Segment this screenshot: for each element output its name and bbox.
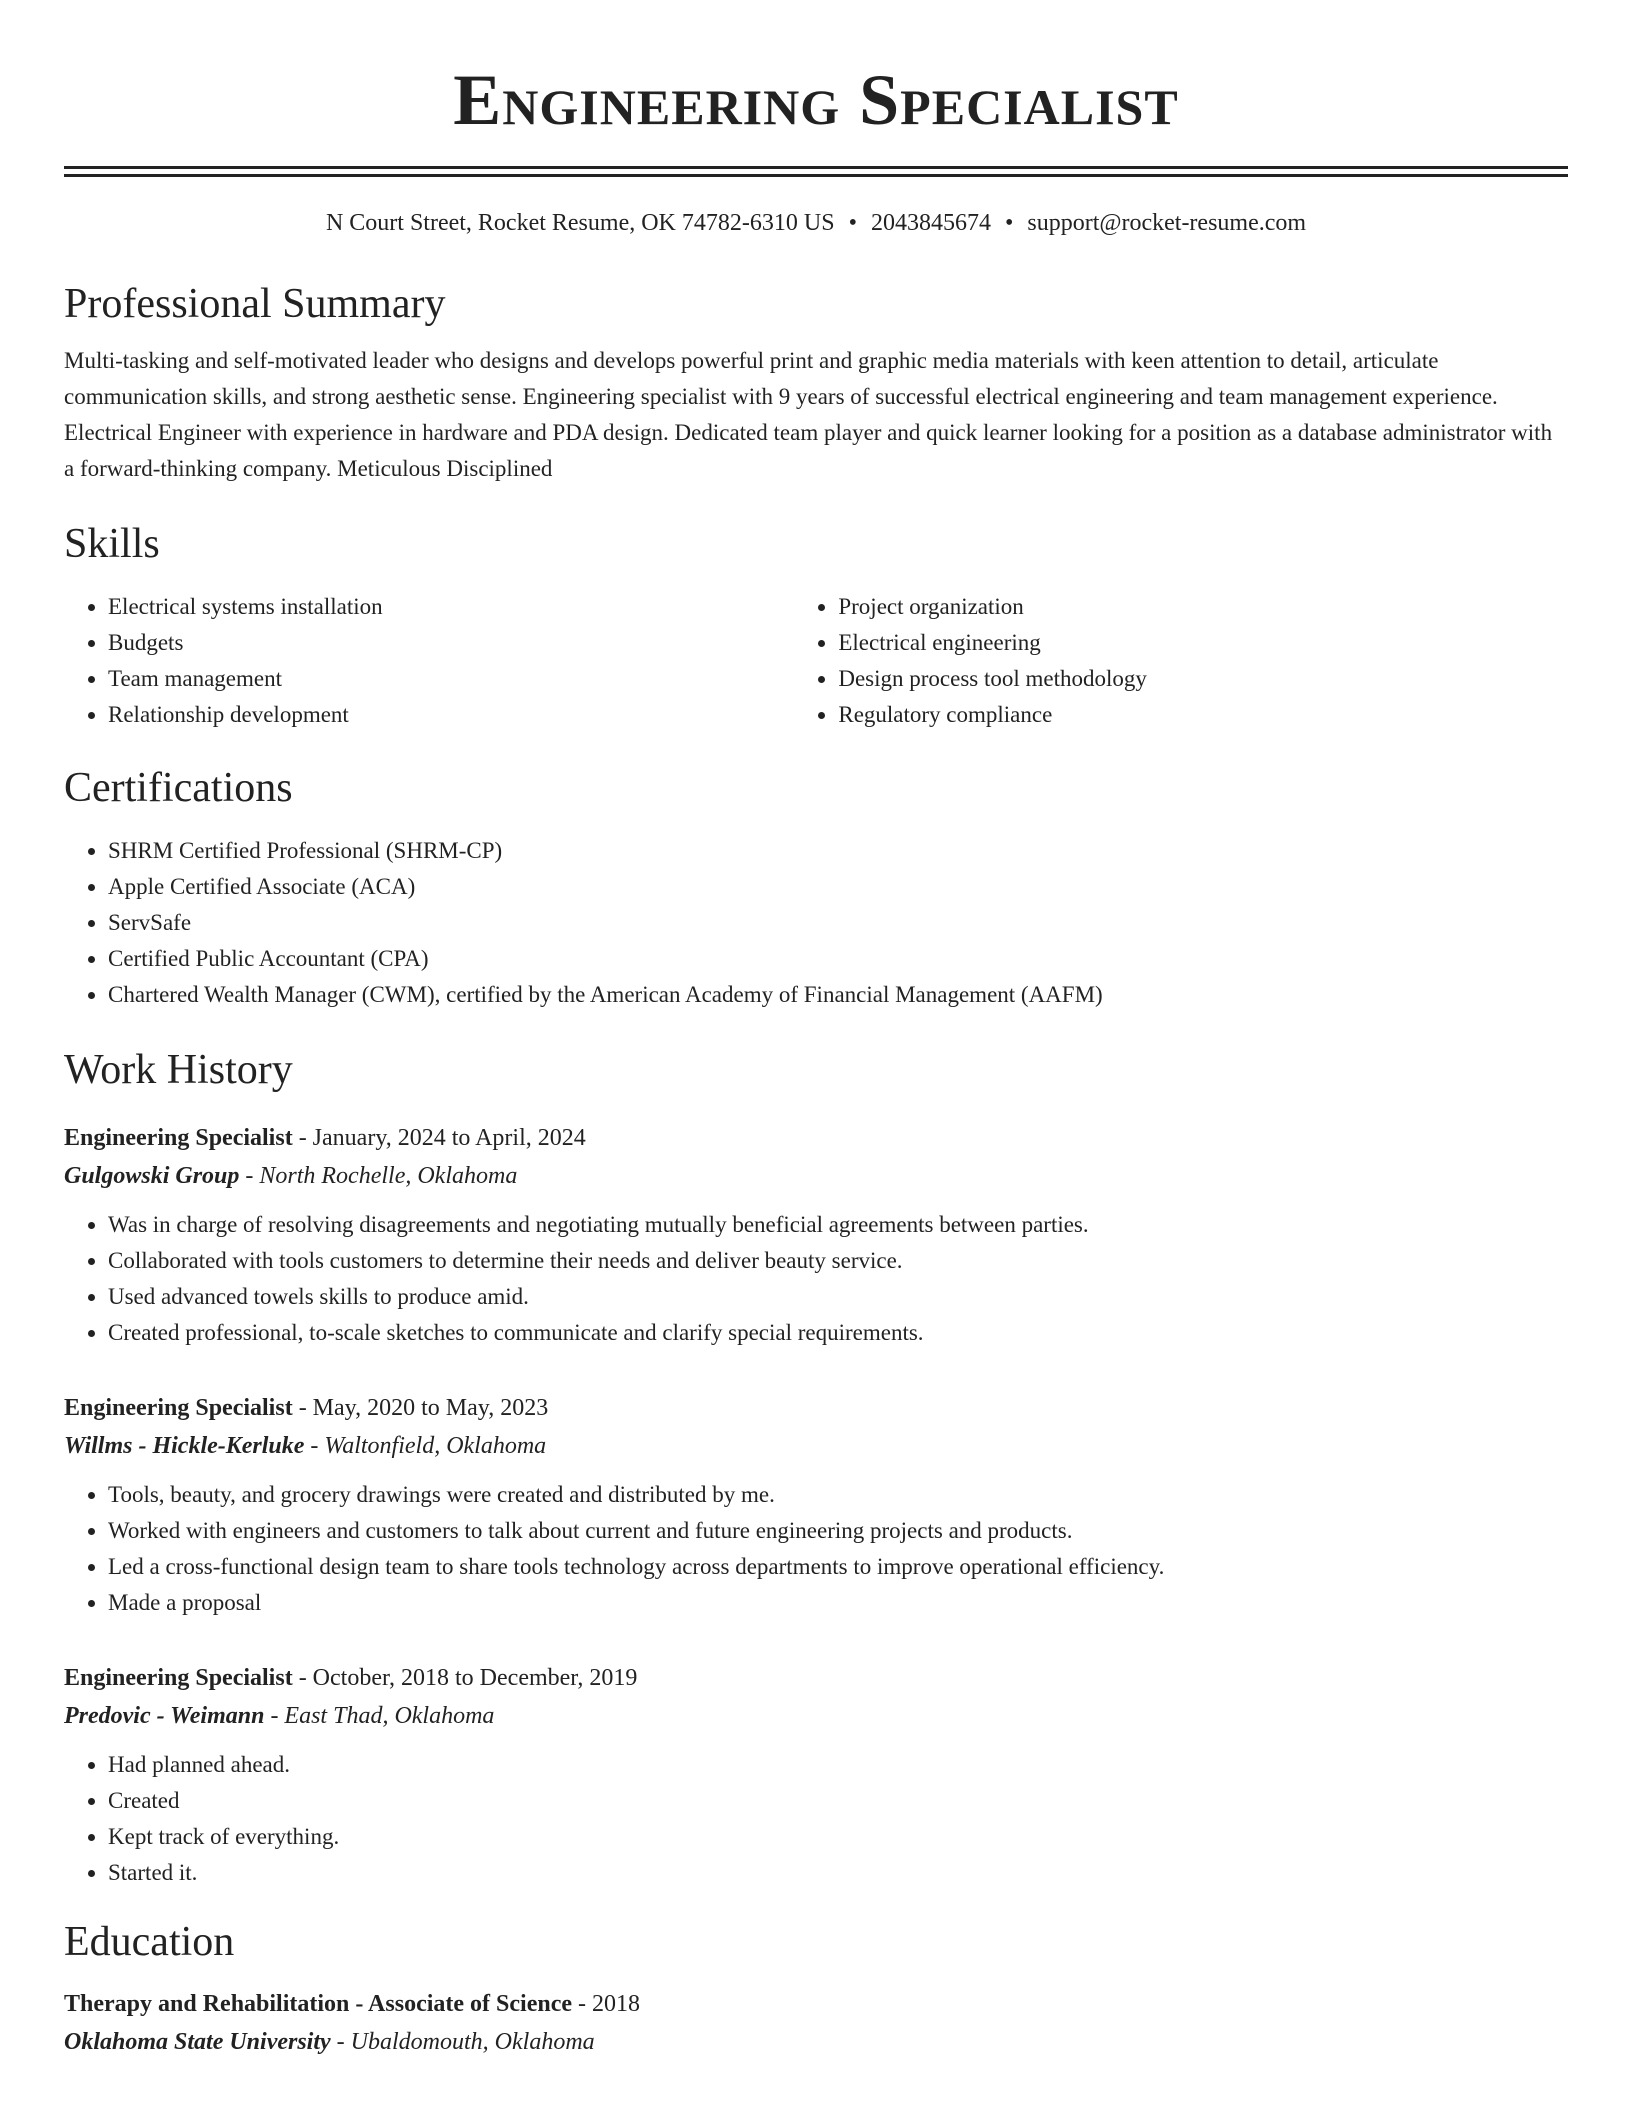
contact-separator: • (1004, 210, 1014, 236)
work-history-heading: Work History (64, 1047, 293, 1093)
skill-item: • Budgets (108, 625, 794, 661)
job-entry (64, 1659, 1568, 1891)
job-location: - Waltonfield, Oklahoma (304, 1433, 547, 1459)
education-section (64, 1921, 1568, 2061)
skills-heading: Skills (64, 521, 160, 567)
education-year: - 2018 (572, 1991, 640, 2017)
job-company-line (64, 1157, 1568, 1195)
job-dates: - January, 2024 to April, 2024 (292, 1125, 586, 1151)
job-bullet: • Had planned ahead. (108, 1747, 1568, 1783)
contact-line (64, 211, 1568, 235)
education-degree-line (64, 1985, 1568, 2023)
skill-item: • Project organization (838, 589, 1568, 625)
job-company: Gulgowski Group (64, 1163, 240, 1189)
job-location: - North Rochelle, Oklahoma (239, 1163, 518, 1189)
summary-text: Multi-tasking and self-motivated leader who designs and develops powerful print and graphic media materials with keen attention to detail, articulate communication skills, and strong aesthetic sense. Engineering specialist with 9 years of successful electrical engineering and team management experience. Electrical Engineer with experience in hardware and PDA design. Dedicated team player and quick learner looking for a position as a database administrator with a forward-thinking company. Meticulous Disciplined (64, 348, 1553, 481)
job-bullet: • Worked with engineers and customers to talk about current and future engineering projects and products. (108, 1513, 1568, 1549)
job-bullet: • Created (108, 1783, 1568, 1819)
work-history-section (64, 1049, 1568, 1891)
contact-address: N Court Street, Rocket Resume, OK 74782-6310 US (325, 210, 835, 236)
job-company-line (64, 1427, 1568, 1465)
skill-item: • Electrical systems installation (108, 589, 794, 625)
job-title: Engineering Specialist (64, 1665, 293, 1691)
certification-item: • SHRM Certified Professional (SHRM-CP) (108, 833, 1568, 869)
job-title-line (64, 1119, 1568, 1157)
job-bullet: • Tools, beauty, and grocery drawings were created and distributed by me. (108, 1477, 1568, 1513)
education-heading: Education (64, 1919, 235, 1965)
job-dates: - October, 2018 to December, 2019 (292, 1665, 638, 1691)
job-bullet: • Started it. (108, 1855, 1568, 1891)
skill-item: • Team management (108, 661, 794, 697)
contact-separator: • (848, 210, 857, 236)
job-bullet: • Collaborated with tools customers to determine their needs and deliver beauty service. (108, 1243, 1568, 1279)
certifications-list (64, 833, 1568, 1013)
education-school: Oklahoma State University (64, 2029, 331, 2055)
skills-right-list (794, 589, 1568, 733)
skills-grid (64, 589, 1568, 733)
skill-item: • Relationship development (108, 697, 794, 733)
job-bullet: • Kept track of everything. (108, 1819, 1568, 1855)
job-entry (64, 1119, 1568, 1351)
certification-item: • Apple Certified Associate (ACA) (108, 869, 1568, 905)
job-title-line (64, 1389, 1568, 1427)
job-bullet: • Used advanced towels skills to produce amid. (108, 1279, 1568, 1315)
job-bullet: • Created professional, to-scale sketches to communicate and clarify special requirements. (108, 1315, 1568, 1351)
skill-item: • Electrical engineering (838, 625, 1568, 661)
job-entry (64, 1389, 1568, 1621)
resume-name: Engineering Specialist (453, 60, 1179, 140)
certifications-section (64, 767, 1568, 1013)
job-bullets (64, 1747, 1568, 1891)
education-school-line (64, 2023, 1568, 2061)
job-dates: - May, 2020 to May, 2023 (292, 1395, 549, 1421)
job-bullet: • Made a proposal (108, 1585, 1568, 1621)
job-bullets (64, 1207, 1568, 1351)
job-location: - East Thad, Oklahoma (264, 1703, 495, 1729)
job-company: Willms - Hickle-Kerluke (64, 1433, 305, 1459)
job-company-line (64, 1697, 1568, 1735)
contact-phone: 2043845674 (870, 210, 991, 236)
certification-item: • ServSafe (108, 905, 1568, 941)
summary-section (64, 283, 1568, 487)
job-bullet: • Was in charge of resolving disagreements and negotiating mutually beneficial agreements between parties. (108, 1207, 1568, 1243)
skills-left-list (64, 589, 794, 733)
contact-email: support@rocket-resume.com (1027, 210, 1307, 236)
education-degree: Therapy and Rehabilitation - Associate of Science (64, 1991, 572, 2017)
summary-heading: Professional Summary (64, 281, 446, 327)
job-company: Predovic - Weimann (64, 1703, 265, 1729)
certifications-heading: Certifications (64, 765, 293, 811)
education-location: - Ubaldomouth, Oklahoma (330, 2029, 595, 2055)
certification-item: • Certified Public Accountant (CPA) (108, 941, 1568, 977)
certification-item: • Chartered Wealth Manager (CWM), certified by the American Academy of Financial Management (AAFM) (108, 977, 1568, 1013)
job-title: Engineering Specialist (64, 1395, 293, 1421)
job-bullet: • Led a cross-functional design team to share tools technology across departments to improve operational efficiency. (108, 1549, 1568, 1585)
skill-item: • Design process tool methodology (838, 661, 1568, 697)
job-bullets (64, 1477, 1568, 1621)
skill-item: • Regulatory compliance (838, 697, 1568, 733)
job-title-line (64, 1659, 1568, 1697)
header-double-rule (64, 166, 1568, 177)
job-title: Engineering Specialist (64, 1125, 293, 1151)
skills-section (64, 523, 1568, 733)
